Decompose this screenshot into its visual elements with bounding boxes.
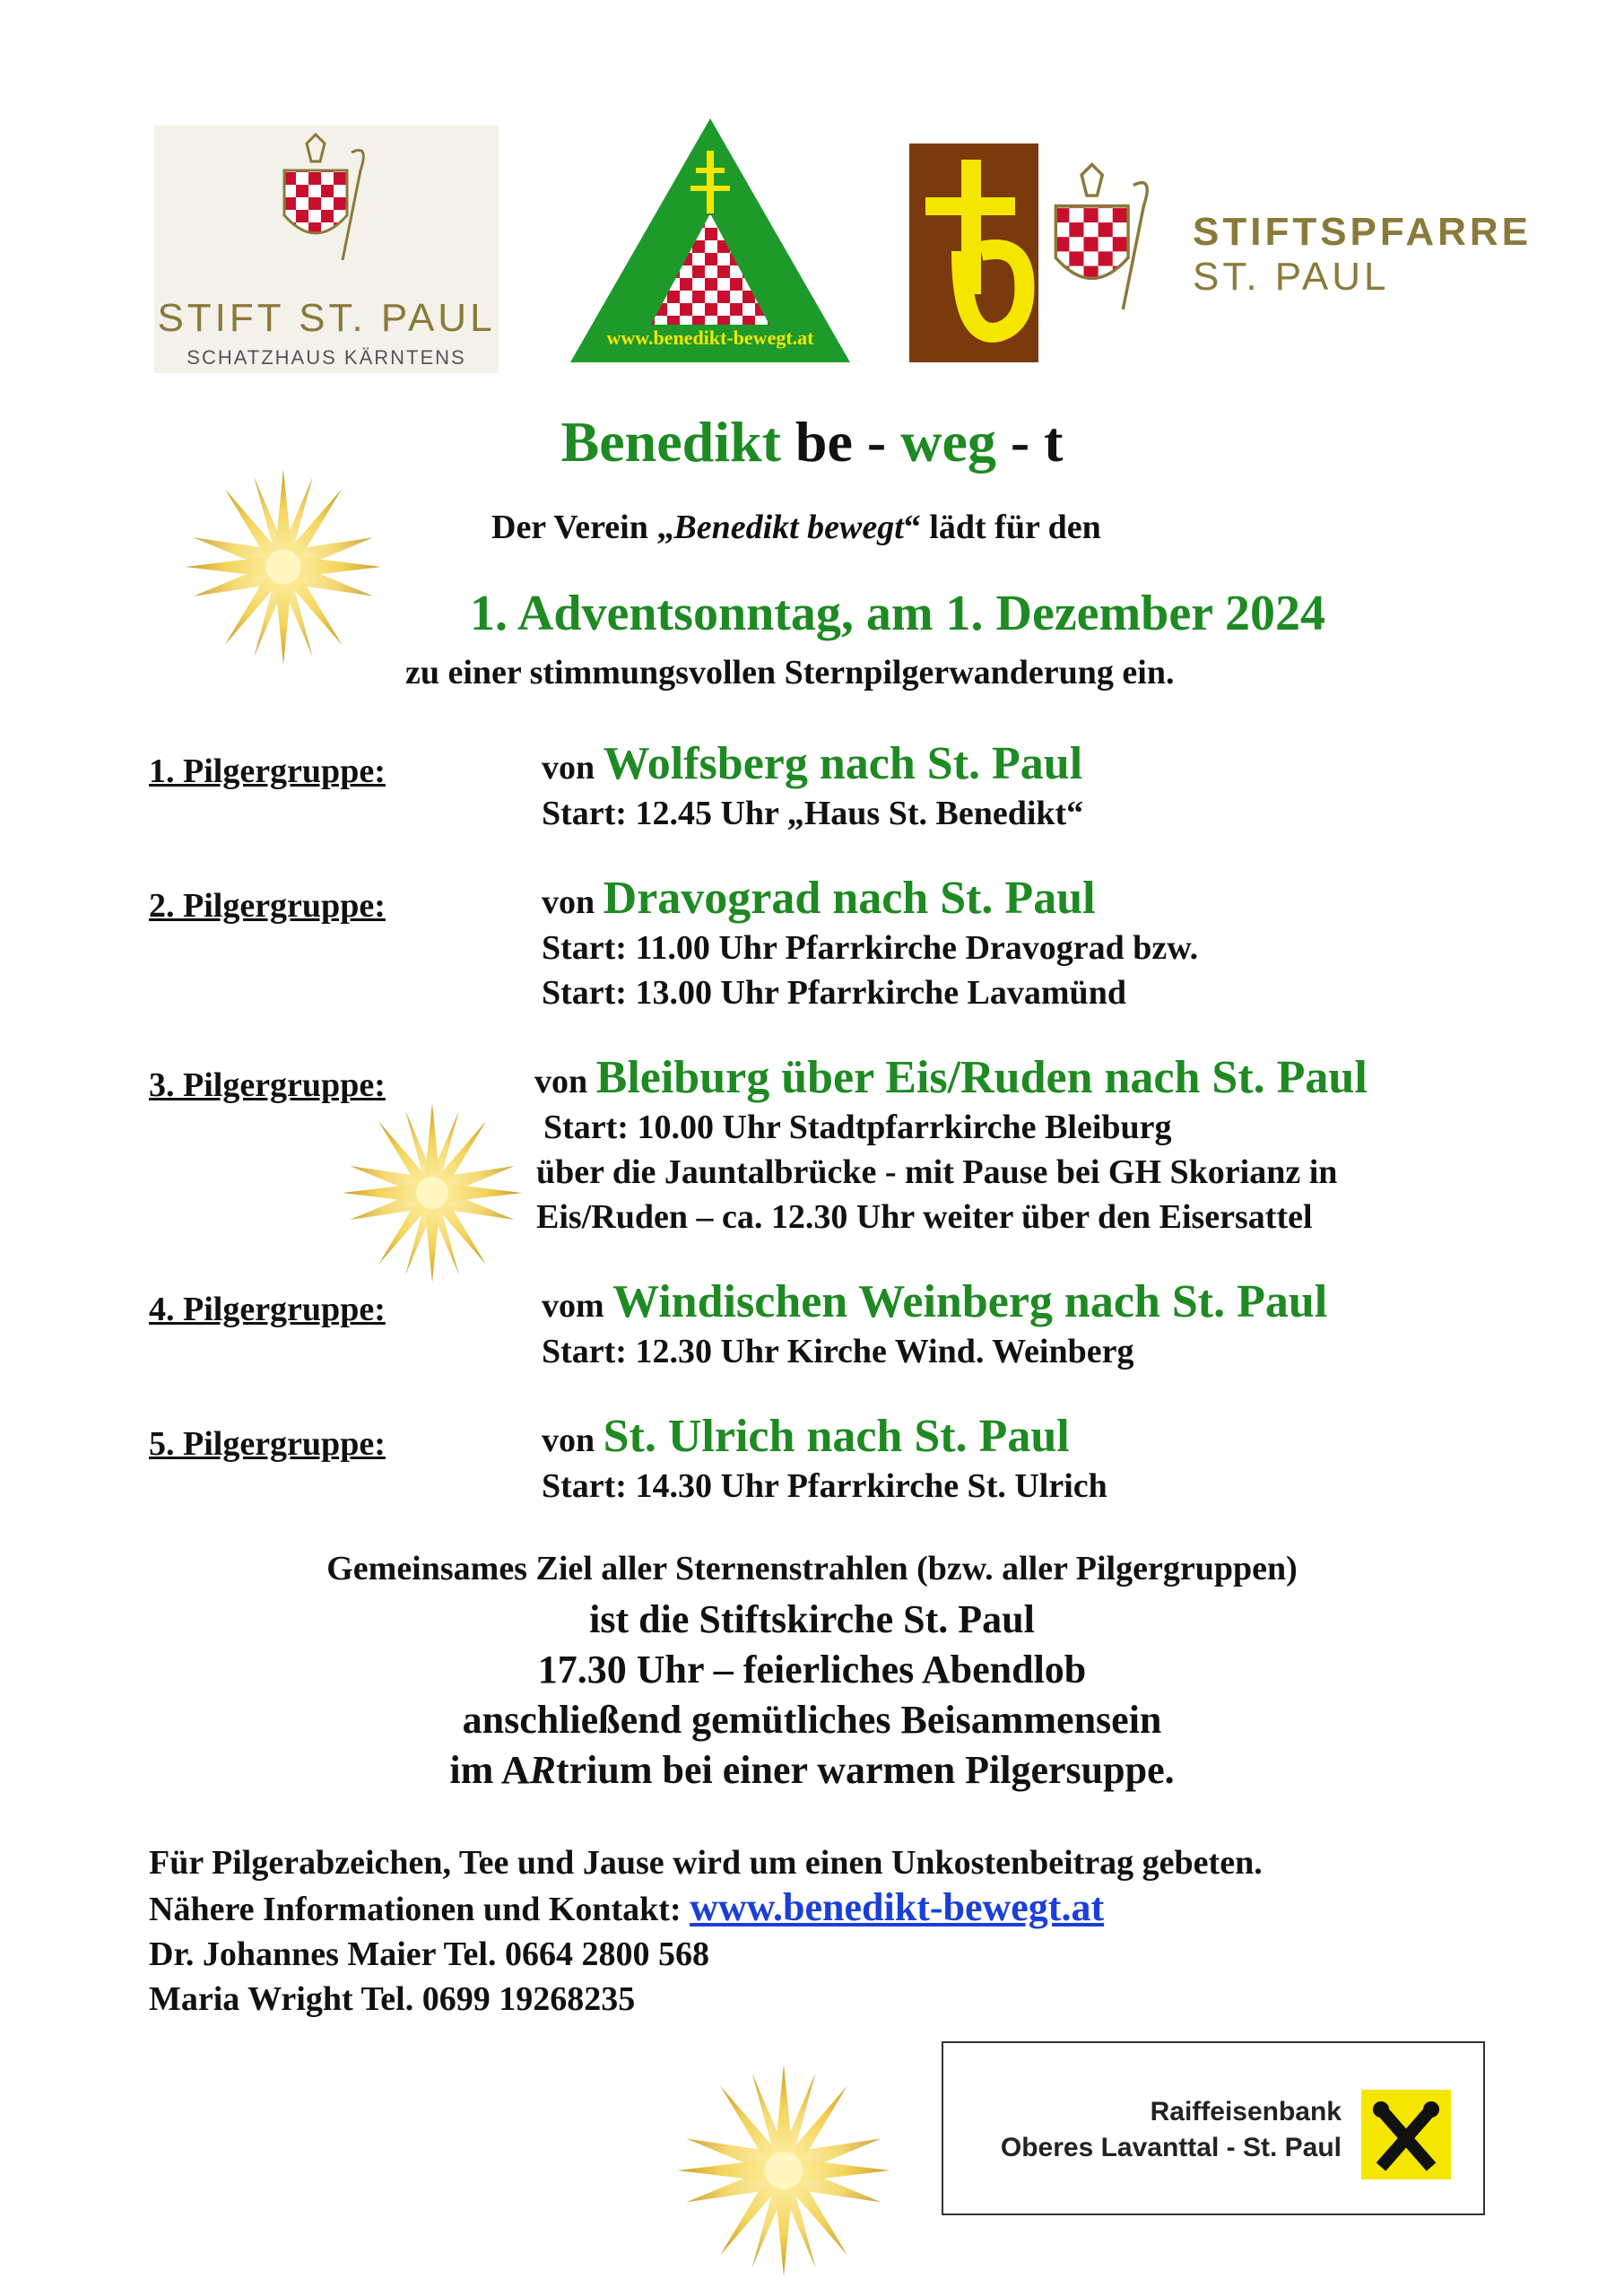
detail-line: Start: 14.30 Uhr Pfarrkirche St. Ulrich [542,1467,1107,1505]
closing-section [0,1543,1624,1796]
intro-line [491,508,1101,547]
group-details [536,1105,1337,1239]
star-ornament-icon [649,2054,918,2287]
group-label: 3. Pilgergruppe: [149,1066,386,1104]
closing-line1: Gemeinsames Ziel aller Sternenstrahlen (bzw. aller Pilgergruppen) [326,1550,1298,1587]
group-route [542,1410,1070,1463]
footer-line1: Für Pilgerabzeichen, Tee und Jause wird um einen Unkostenbeitrag gebeten. [149,1844,1263,1882]
star-ornament-icon [334,1094,531,1292]
headline-part1: Benedikt [560,410,781,474]
detail-line: Start: 12.45 Uhr „Haus St. Benedikt“ [542,795,1084,832]
contact-1: Dr. Johannes Maier Tel. 0664 2800 568 [149,1935,709,1973]
stiftspfarre-line2: ST. PAUL [1193,255,1390,299]
closing-line5-c: trium bei einer warmen Pilgersuppe. [555,1748,1175,1792]
star-ornament-icon [176,459,391,674]
detail-line: Start: 13.00 Uhr Pfarrkirche Lavamünd [542,974,1126,1012]
sponsor-line2: Oberes Lavanttal - St. Paul [1000,2133,1342,2162]
group-details [542,791,1083,836]
detail-line: Start: 12.30 Uhr Kirche Wind. Weinberg [542,1333,1134,1370]
route-destination: Wolfsberg nach St. Paul [603,738,1083,789]
intro-before: Der Verein „ [491,509,674,546]
route-destination: Bleiburg über Eis/Ruden nach St. Paul [595,1052,1368,1103]
group-details [542,926,1198,1015]
stift-st-paul-logo [154,126,499,373]
footer-line2 [149,1885,1263,1932]
closing-line5 [0,1745,1624,1796]
event-date: 1. Adventsonntag, am 1. Dezember 2024 [470,586,1326,641]
route-prefix: von [542,749,604,787]
group-route [542,1275,1327,1328]
closing-line3: 17.30 Uhr – feierliches Abendlob [537,1648,1087,1692]
headline-part3: weg [900,410,996,474]
stift-logo-name: STIFT ST. PAUL [157,296,496,340]
intro-after: “ lädt für den [903,509,1101,546]
stiftspfarre-line1: STIFTSPFARRE [1193,210,1533,254]
group-details [542,1329,1133,1374]
b-cross-logo [909,144,1038,362]
detail-line: Start: 10.00 Uhr Stadtpfarrkirche Bleiburg [543,1109,1172,1146]
closing-line5-a: im A [449,1748,530,1792]
closing-line4: anschließend gemütliches Beisammensein [462,1698,1162,1742]
detail-line: über die Jauntalbrücke - mit Pause bei GH Skorianz in [536,1153,1338,1191]
route-destination: Windischen Weinberg nach St. Paul [612,1276,1328,1327]
closing-line2: ist die Stiftskirche St. Paul [589,1597,1035,1641]
group-label: 1. Pilgergruppe: [149,752,386,790]
group-label: 4. Pilgergruppe: [149,1291,386,1328]
detail-line: Start: 11.00 Uhr Pfarrkirche Dravograd bzw. [542,929,1199,967]
sponsor-box [942,2041,1485,2215]
group-label: 2. Pilgergruppe: [149,887,386,925]
route-destination: Dravograd nach St. Paul [603,873,1096,924]
group-route [534,1051,1368,1104]
stiftspfarre-logo [1031,144,1533,341]
route-prefix: von [542,883,604,921]
headline [0,409,1624,475]
footer-info [149,1840,1263,2022]
website-link[interactable]: www.benedikt-bewegt.at [690,1885,1105,1929]
headline-part4: - t [995,410,1064,474]
stift-logo-subtitle: SCHATZHAUS KÄRNTENS [187,346,466,369]
crest-icon [1040,152,1175,332]
sponsor-line1: Raiffeisenbank [1150,2097,1342,2126]
crest-icon [271,126,387,278]
detail-line: Eis/Ruden – ca. 12.30 Uhr weiter über den Eisersattel [536,1198,1313,1236]
route-prefix: vom [542,1287,613,1325]
route-destination: St. Ulrich nach St. Paul [603,1411,1070,1462]
headline-part2: be - [780,410,901,474]
b-cross-icon [909,144,1038,362]
intro-association-name: Benedikt bewegt [673,509,904,546]
group-details [542,1464,1107,1509]
benedikt-bewegt-logo [567,115,854,366]
group-label: 5. Pilgergruppe: [149,1425,386,1463]
footer-contact-prefix: Nähere Informationen und Kontakt: [149,1891,690,1928]
route-prefix: von [534,1063,596,1100]
group-route [542,872,1096,925]
raiffeisen-gable-cross-icon [1361,2090,1451,2179]
contact-2: Maria Wright Tel. 0699 19268235 [149,1980,636,2018]
intro-line-2: zu einer stimmungsvollen Sternpilgerwanderung ein. [405,654,1175,691]
closing-line5-b: R [529,1748,556,1792]
benedikt-logo-url: www.benedikt-bewegt.at [606,326,814,349]
route-prefix: von [542,1422,604,1459]
group-route [542,737,1082,790]
